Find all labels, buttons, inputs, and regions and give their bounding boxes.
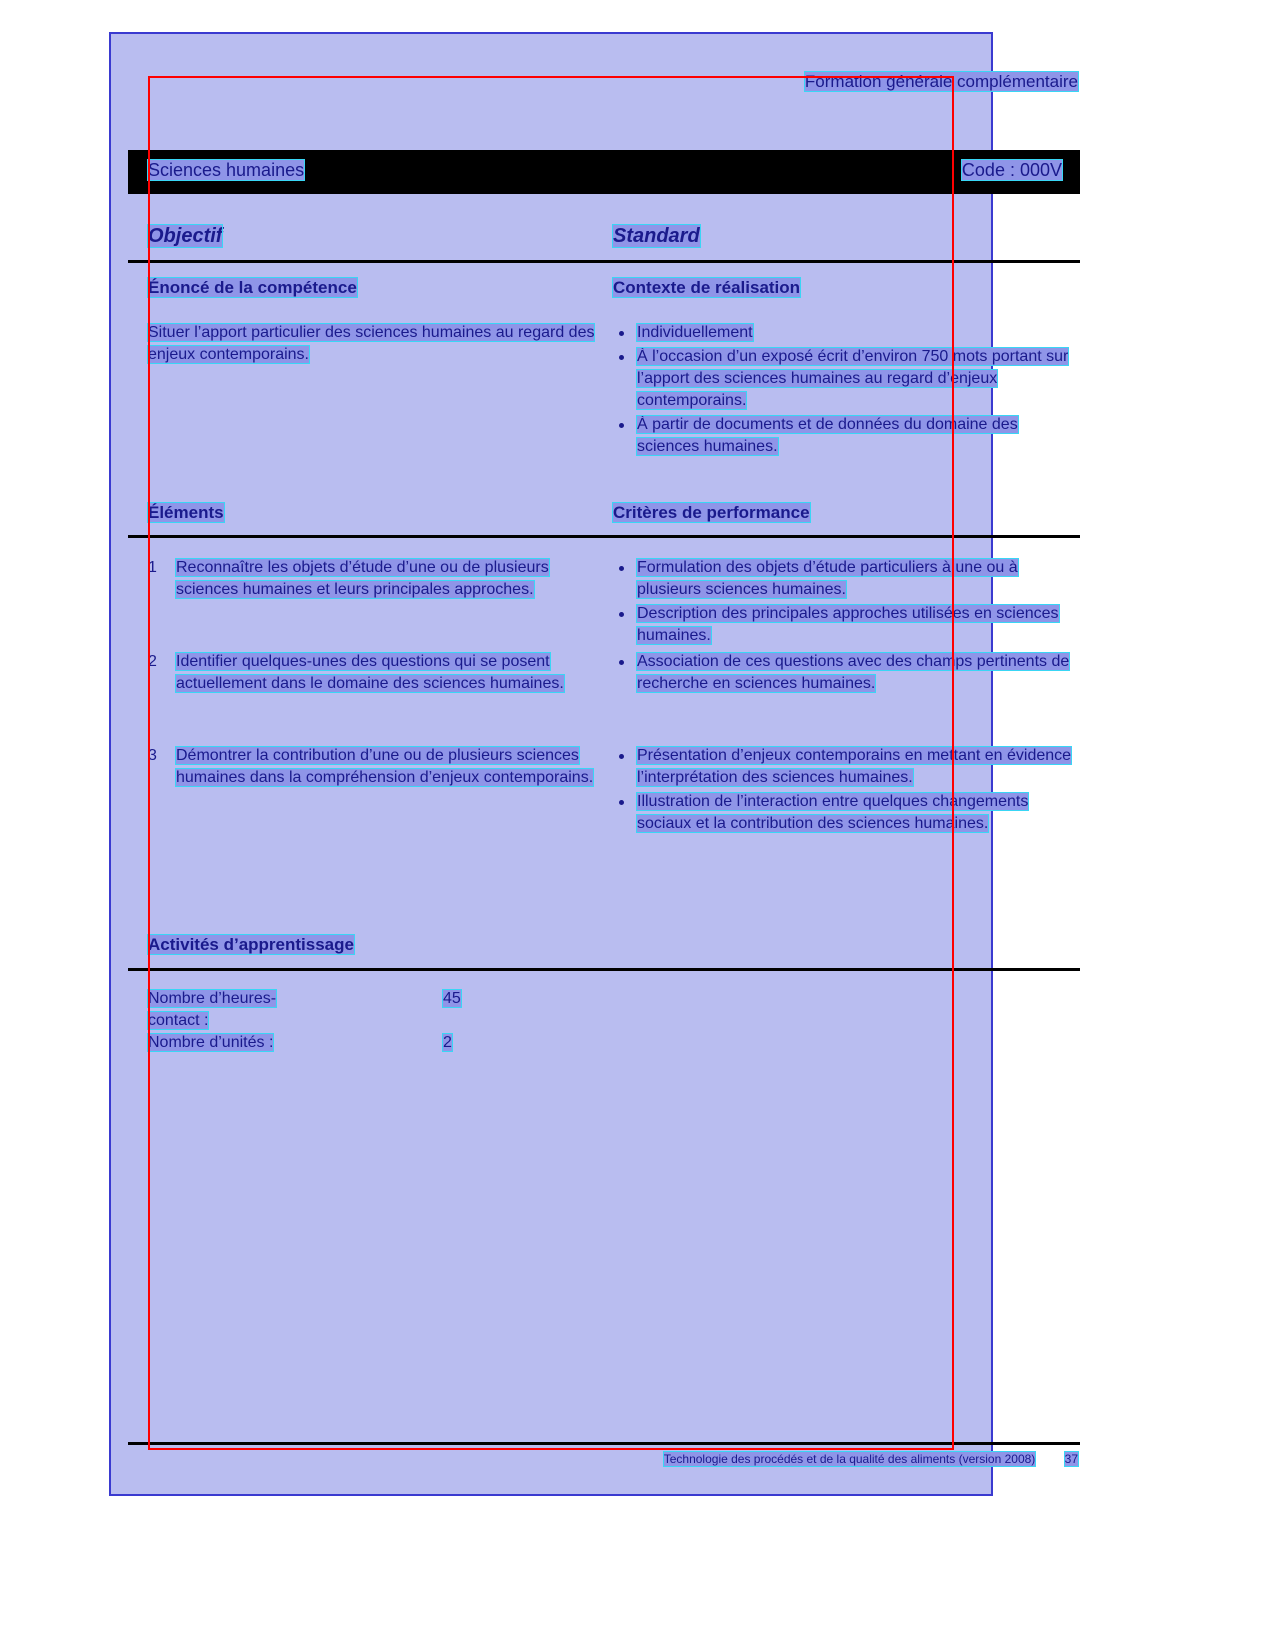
list-item: Présentation d’enjeux contemporains en mettant en évidence l’interprétation des sciences humaines. xyxy=(613,745,1078,789)
list-item: Association de ces questions avec des champs pertinents de recherche en sciences humaines. xyxy=(613,651,1078,695)
page-footer xyxy=(148,1452,1078,1466)
competence-text: Situer l’apport particulier des sciences humaines au regard des enjeux contemporains. xyxy=(148,324,595,363)
course-title: Sciences humaines xyxy=(148,160,305,180)
list-item: Illustration de l’interaction entre quelques changements sociaux et la contribution des sciences humaines. xyxy=(613,791,1078,835)
course-code: Code : 000V xyxy=(961,160,1062,180)
criteres-heading: Critères de performance xyxy=(613,503,810,522)
hours-table xyxy=(148,988,608,1054)
element-number: 2 xyxy=(148,653,157,670)
criteres-group-3 xyxy=(613,745,1078,835)
elements-heading: Éléments xyxy=(148,503,224,522)
criteres-group-2 xyxy=(613,651,1078,745)
element-number: 3 xyxy=(148,747,157,764)
course-title-bar xyxy=(128,150,1080,194)
table-row: Nombre d’unités : 2 xyxy=(148,1034,452,1051)
enonce-heading: Énoncé de la compétence xyxy=(148,278,357,297)
contexte-heading: Contexte de réalisation xyxy=(613,278,801,297)
list-item: Formulation des objets d’étude particuliers à une ou à plusieurs sciences humaines. xyxy=(613,557,1078,601)
enonce-block xyxy=(148,278,608,366)
list-item: 2 Identifier quelques-unes des questions qui se posent actuellement dans le domaine des sciences humaines. xyxy=(148,653,564,692)
criteres-list xyxy=(613,557,1078,837)
list-item: 3 Démontrer la contribution d’une ou de plusieurs sciences humaines dans la compréhension d’enjeux contemporains. xyxy=(148,747,594,786)
list-item: Description des principales approches utilisées en sciences humaines. xyxy=(613,603,1078,647)
page-number: 37 xyxy=(1064,1452,1078,1466)
elements-list xyxy=(148,557,603,789)
page-header-text: Formation générale complémentaire xyxy=(804,72,1078,91)
list-item: 1 Reconnaître les objets d’étude d’une ou de plusieurs sciences humaines et leurs principales approches. xyxy=(148,559,549,598)
divider-footer xyxy=(128,1442,1080,1445)
contexte-list xyxy=(613,322,1078,458)
table-row: Nombre d’heures-contact : 45 xyxy=(148,990,461,1029)
standard-heading: Standard xyxy=(613,225,700,247)
footer-text: Technologie des procédés et de la qualité des aliments (version 2008) xyxy=(663,1452,1036,1466)
divider-activites xyxy=(128,968,1080,971)
divider-elements-criteres xyxy=(128,535,1080,538)
divider-objectif-standard xyxy=(128,260,1080,263)
objectif-heading: Objectif xyxy=(148,225,223,247)
activites-heading: Activités d’apprentissage xyxy=(148,935,354,954)
list-item: À partir de documents et de données du domaine des sciences humaines. xyxy=(613,414,1078,458)
contexte-block xyxy=(613,278,1078,460)
document-page xyxy=(148,60,1078,1480)
criteres-group-1 xyxy=(613,557,1078,651)
list-item: Individuellement xyxy=(613,322,1078,344)
element-number: 1 xyxy=(148,559,157,576)
page-header xyxy=(805,72,1078,92)
list-item: À l’occasion d’un exposé écrit d’environ 750 mots portant sur l’apport des sciences humaines au regard d’enjeux contemporains. xyxy=(613,346,1078,412)
